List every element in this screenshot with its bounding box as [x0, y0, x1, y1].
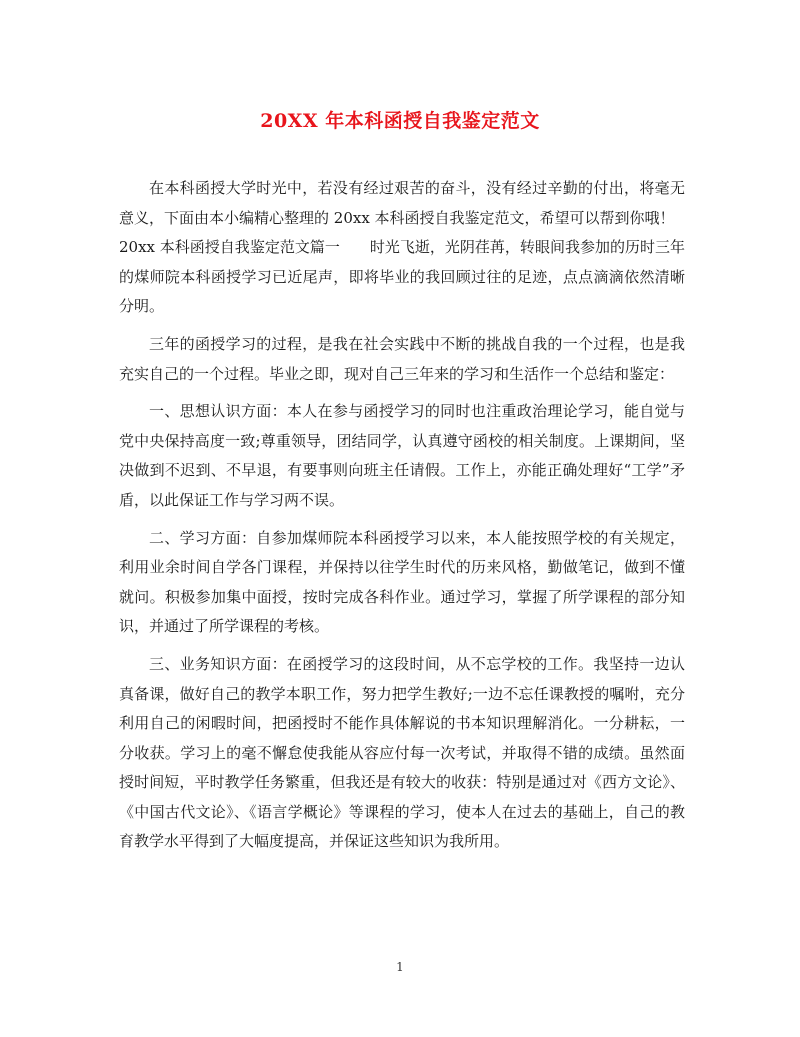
page-number: 1 [396, 960, 404, 974]
paragraph-2: 三年的函授学习的过程，是我在社会实践中不断的挑战自我的一个过程，也是我充实自己的一个过程。毕业之即，现对自己三年来的学习和生活作一个总结和鉴定： [119, 334, 685, 383]
document-body [119, 174, 685, 857]
paragraph-4: 二、学习方面：自参加煤师院本科函授学习以来，本人能按照学校的有关规定，利用业余时间自学各门课程，并保持以往学生时代的历来风格，勤做笔记，做到不懂就问。积极参加集中面授，按时完成各科作业。通过学习，掌握了所学课程的部分知识，并通过了所学课程的考核。 [119, 528, 685, 636]
paragraph-3: 一、思想认识方面：本人在参与函授学习的同时也注重政治理论学习，能自觉与党中央保持高度一致;尊重领导，团结同学，认真遵守函校的相关制度。上课期间，坚决做到不迟到、不早退，有要事则向班主任请假。工作上，亦能正确处理好“工学”矛盾，以此保证工作与学习两不误。 [119, 402, 685, 509]
paragraph-5: 三、业务知识方面：在函授学习的这段时间，从不忘学校的工作。我坚持一边认真备课，做好自己的教学本职工作，努力把学生教好;一边不忘任课教授的嘱咐，充分利用自己的闲暇时间，把函授时不能作具体解说的书本知识理解消化。一分耕耘，一分收获。学习上的毫不懈怠使我能从容应付每一次考试，并取得不错的成绩。虽然面授时间短，平时教学任务繁重，但我还是有较大的收获：特别是通过对《西方文论》、《中国古代文论》、《语言学概论》等课程的学习，使本人在过去的基础上，自己的教育教学水平得到了大幅度提高，并保证这些知识为我所用。 [119, 654, 685, 851]
paragraph-intro: 在本科函授大学时光中，若没有经过艰苦的奋斗，没有经过辛勤的付出，将毫无意义，下面由本小编精心整理的 20xx 本科函授自我鉴定范文，希望可以帮到你哦！ [119, 179, 685, 227]
paragraph-1: 20xx 本科函授自我鉴定范文篇一 时光飞逝，光阴荏苒，转眼间我参加的历时三年的煤师院本科函授学习已近尾声，即将毕业的我回顾过往的足迹，点点滴滴依然清晰分明。 [119, 238, 685, 316]
page-title: 20XX 年本科函授自我鉴定范文 [260, 110, 540, 132]
